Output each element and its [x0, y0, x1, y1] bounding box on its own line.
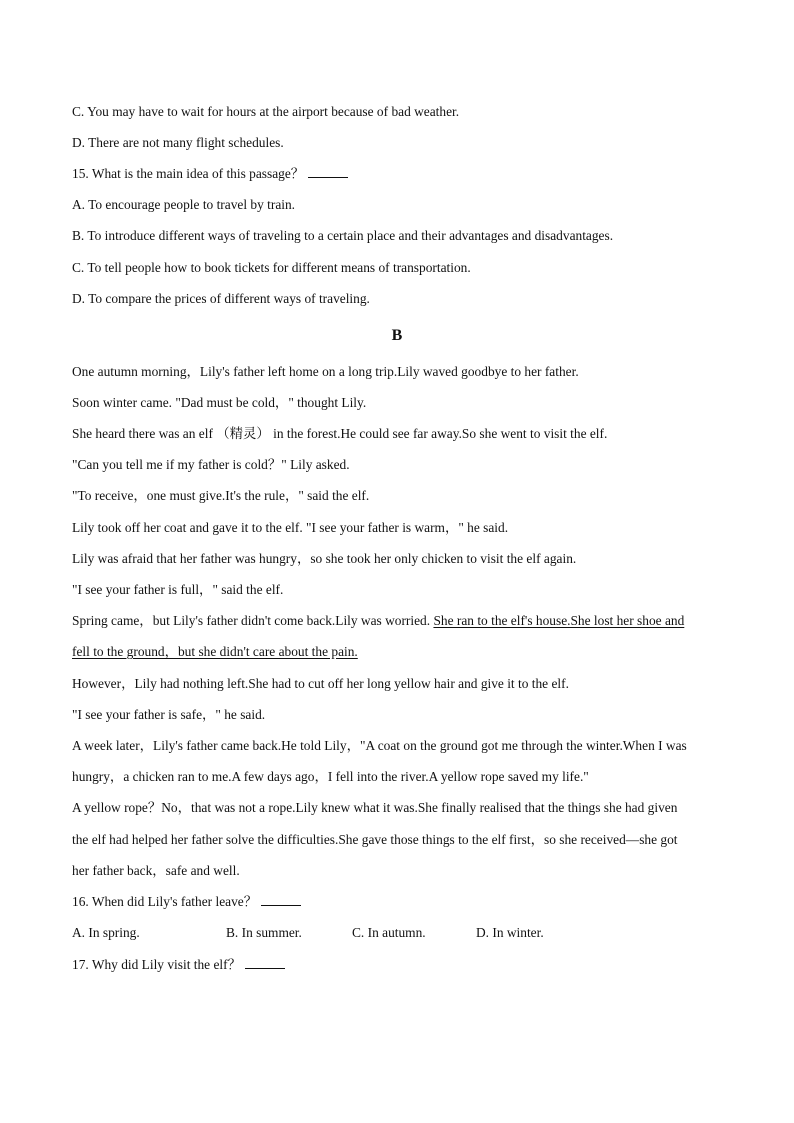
q16-option-a: A. In spring.: [72, 925, 140, 940]
q16-question-text: 16. When did Lily's father leave？: [72, 894, 258, 909]
passage-line: A yellow rope？No，that was not a rope.Lily knew what it was.She finally realised that the things she had given: [72, 800, 678, 815]
passage-line: "I see your father is safe，" he said.: [72, 707, 266, 722]
passage-line: Lily was afraid that her father was hungry，so she took her only chicken to visit the elf again.: [72, 551, 577, 566]
passage-line: A week later，Lily's father came back.He told Lily，"A coat on the ground got me through the winter.When I was: [72, 738, 687, 753]
passage-line: "I see your father is full，" said the elf.: [72, 582, 284, 597]
passage-line-spring: [72, 612, 732, 630]
q15-option-a: A. To encourage people to travel by train.: [72, 197, 296, 212]
passage-line: Lily took off her coat and gave it to the elf. "I see your father is warm，" he said.: [72, 520, 509, 535]
q16-option-d: D. In winter.: [476, 925, 544, 940]
q15-question: [72, 165, 732, 183]
passage-line-underlined: [72, 643, 732, 661]
q16-option-b: B. In summer.: [226, 925, 302, 940]
passage-line: hungry，a chicken ran to me.A few days ago，I fell into the river.A yellow rope saved my life.": [72, 769, 589, 784]
q16-options: [72, 924, 732, 942]
passage-line: She heard there was an elf （精灵） in the forest.He could see far away.So she went to visit the elf.: [72, 426, 608, 441]
answer-blank: [308, 165, 348, 178]
q15-option-d: D. To compare the prices of different ways of traveling.: [72, 291, 370, 306]
passage-line: the elf had helped her father solve the difficulties.She gave those things to the elf first，so she received—she got: [72, 832, 678, 847]
passage-line: However，Lily had nothing left.She had to cut off her long yellow hair and give it to the elf.: [72, 676, 569, 691]
q16-option-c: C. In autumn.: [352, 925, 426, 940]
q14-option-d: D. There are not many flight schedules.: [72, 135, 284, 150]
underlined-sentence-continued: fell to the ground，but she didn't care about the pain.: [72, 644, 358, 659]
passage-line: Soon winter came. "Dad must be cold，" thought Lily.: [72, 395, 367, 410]
underlined-sentence: She ran to the elf's house.She lost her shoe and: [433, 613, 685, 628]
passage-line: her father back，safe and well.: [72, 863, 240, 878]
section-heading: B: [391, 327, 403, 344]
q16-question: [72, 893, 732, 911]
q17-question-text: 17. Why did Lily visit the elf？: [72, 957, 241, 972]
q14-option-c: C. You may have to wait for hours at the airport because of bad weather.: [72, 104, 460, 119]
spring-plain-text: Spring came，but Lily's father didn't come back.Lily was worried.: [72, 613, 434, 628]
q15-option-c: C. To tell people how to book tickets for different means of transportation.: [72, 260, 471, 275]
answer-blank: [245, 956, 285, 969]
q15-question-text: 15. What is the main idea of this passage？: [72, 166, 305, 181]
passage-line: "To receive，one must give.It's the rule，" said the elf.: [72, 488, 370, 503]
passage-line: One autumn morning，Lily's father left home on a long trip.Lily waved goodbye to her father.: [72, 364, 579, 379]
q17-question: [72, 956, 732, 974]
passage-line: "Can you tell me if my father is cold？" Lily asked.: [72, 457, 350, 472]
q15-option-b: B. To introduce different ways of traveling to a certain place and their advantages and disadvantages.: [72, 228, 614, 243]
answer-blank: [261, 893, 301, 906]
